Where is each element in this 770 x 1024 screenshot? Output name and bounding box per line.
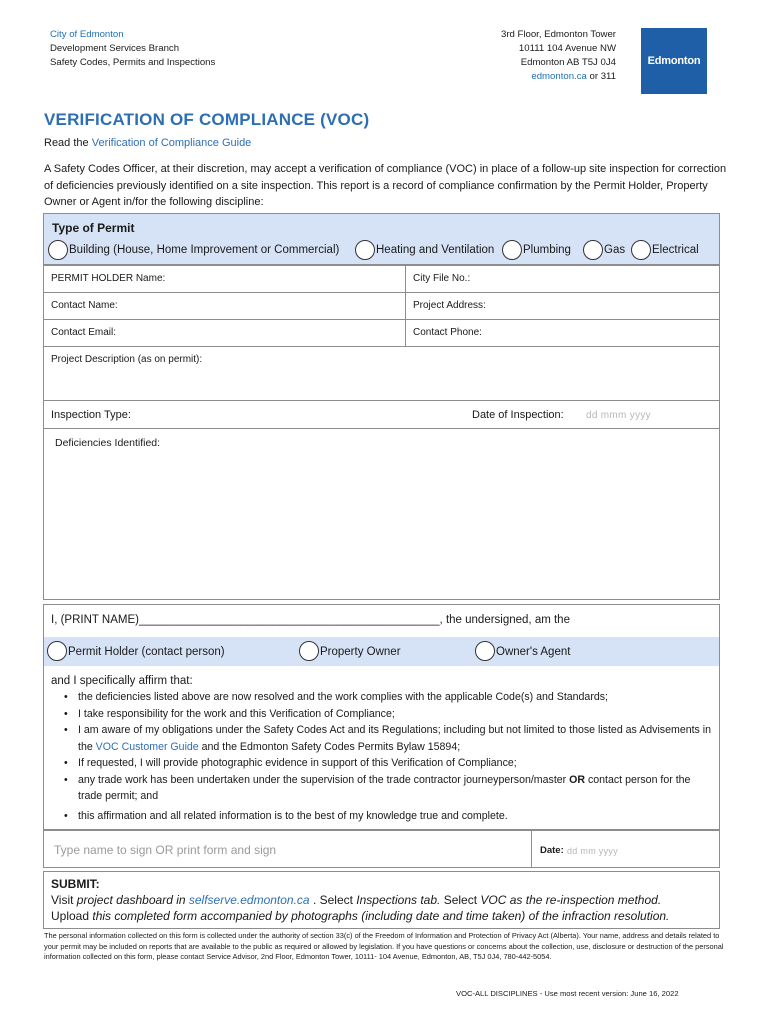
list-item: • this affirmation and all related information is to the best of my knowledge true and complete. bbox=[64, 809, 508, 822]
intro-text: A Safety Codes Officer, at their discretion, may accept a verification of compliance (VOC) in place of a follow-up site inspection for correction of deficiencies previously identified on a site inspection. This report is a record of compliance confirmation by the Permit Holder, Property Owner or Agent in/for the following discipline: bbox=[44, 163, 727, 208]
project-description-field[interactable]: Project Description (as on permit): bbox=[51, 354, 203, 365]
label-plumbing: Plumbing bbox=[523, 244, 571, 256]
affirm-text: I am aware of my obligations under the Safety Codes Act and its Regulations; including but not limited to those listed as Advisements in the bbox=[78, 724, 712, 753]
city-file-field[interactable]: City File No.: bbox=[413, 273, 471, 284]
deficiencies-field[interactable]: Deficiencies Identified: bbox=[55, 437, 161, 449]
list-item: • any trade work has been undertaken under the supervision of the trade contractor journeyperson/master OR contact person for the trade permit; and bbox=[64, 773, 691, 802]
org-name: City of Edmonton bbox=[50, 29, 124, 40]
submit-text: . Select bbox=[309, 893, 357, 907]
phone-text: or 311 bbox=[586, 71, 616, 82]
address-line-2: 10111 104 Avenue NW bbox=[518, 43, 616, 54]
affirm-text: any trade work has been undertaken under the supervision of the trade contractor journeyperson/master bbox=[78, 773, 570, 786]
privacy-notice: The personal information collected on this form is collected under the authority of section 33(c) of the Freedom of Information and Protection of Privacy Act (Alberta). Your name, address and details related to your permit may be included on reports that are available to the public as required or allowed by legislation. If you have questions or concerns about the collection, use, disclosure or destruction of the personal information collected on this form, please contact Service Advisor, 2nd Floor, Edmonton Tower, 10111- 104 Avenue, Edmonton, AB, T5J 0J4, 780-442-5054. bbox=[44, 931, 724, 962]
branch-name: Development Services Branch bbox=[50, 43, 180, 54]
affirm-bold: OR bbox=[569, 773, 586, 786]
submit-text: Visit bbox=[51, 893, 77, 907]
voc-guide-link[interactable]: Verification of Compliance Guide bbox=[91, 137, 252, 149]
radio-plumbing[interactable] bbox=[502, 240, 522, 260]
radio-property-owner[interactable] bbox=[299, 641, 319, 661]
affirm-text: and the Edmonton Safety Codes Permits Bylaw 15894; bbox=[198, 740, 461, 753]
label-electrical: Electrical bbox=[652, 244, 699, 256]
permit-type-box bbox=[43, 213, 720, 265]
submit-text: Inspections tab. bbox=[356, 893, 441, 907]
affirm-text: this affirmation and all related information is to the best of my knowledge true and complete. bbox=[78, 809, 508, 822]
permit-holder-field[interactable]: PERMIT HOLDER Name: bbox=[51, 273, 166, 284]
permit-type-title: Type of Permit bbox=[52, 221, 135, 235]
inspection-date-input[interactable]: dd mmm yyyy bbox=[586, 410, 651, 421]
divider bbox=[531, 830, 532, 868]
divider bbox=[43, 292, 720, 293]
submit-text: Select bbox=[440, 893, 481, 907]
edmonton-logo bbox=[641, 28, 707, 94]
page-title: VERIFICATION OF COMPLIANCE (VOC) bbox=[44, 110, 370, 129]
print-name-line[interactable]: I, (PRINT NAME)_______________________________________________, the undersigned, am the bbox=[51, 614, 570, 626]
voc-customer-guide-link[interactable]: VOC Customer Guide bbox=[95, 740, 199, 753]
form-version: VOC-ALL DISCIPLINES - Use most recent version: June 16, 2022 bbox=[456, 989, 679, 998]
divider bbox=[405, 265, 406, 346]
address-line-1: 3rd Floor, Edmonton Tower bbox=[500, 29, 616, 40]
submit-text: this completed form accompanied by photographs (including date and time taken) of the infraction resolution. bbox=[92, 909, 670, 923]
affirmation-list bbox=[60, 689, 715, 824]
list-item: • I am aware of my obligations under the Safety Codes Act and its Regulations; including but not limited to those listed as Advisements in the VOC Customer Guide and the Edmonton Safety Codes Permits Bylaw 15894; bbox=[64, 724, 712, 753]
contact-email-field[interactable]: Contact Email: bbox=[51, 327, 117, 338]
sign-date-input[interactable]: dd mm yyyy bbox=[567, 846, 619, 856]
radio-permit-holder[interactable] bbox=[47, 641, 67, 661]
submit-line-1 bbox=[51, 893, 661, 907]
radio-heating[interactable] bbox=[355, 240, 375, 260]
label-permit-holder: Permit Holder (contact person) bbox=[68, 646, 225, 658]
submit-text: VOC as the re-inspection method. bbox=[480, 893, 662, 907]
divider bbox=[43, 346, 720, 347]
radio-building[interactable] bbox=[48, 240, 68, 260]
header-left bbox=[50, 28, 215, 70]
affirm-text: If requested, I will provide photographic evidence in support of this Verification of Compliance; bbox=[78, 757, 517, 769]
selfserve-link[interactable]: selfserve.edmonton.ca bbox=[188, 893, 310, 907]
signature-input[interactable]: Type name to sign OR print form and sign bbox=[54, 843, 277, 857]
label-owners-agent: Owner's Agent bbox=[496, 646, 571, 658]
submit-text: Upload bbox=[51, 909, 93, 923]
radio-owners-agent[interactable] bbox=[475, 641, 495, 661]
contact-name-field[interactable]: Contact Name: bbox=[51, 300, 118, 311]
project-address-field[interactable]: Project Address: bbox=[413, 300, 486, 311]
affirm-text: the deficiencies listed above are now resolved and the work complies with the applicable Code(s) and Standards; bbox=[78, 691, 608, 703]
list-item: • the deficiencies listed above are now resolved and the work complies with the applicable Code(s) and Standards; bbox=[64, 691, 608, 703]
label-property-owner: Property Owner bbox=[320, 646, 401, 658]
label-gas: Gas bbox=[604, 244, 626, 256]
read-guide-line bbox=[44, 137, 251, 149]
affirm-text: I take responsibility for the work and this Verification of Compliance; bbox=[78, 707, 395, 720]
radio-gas[interactable] bbox=[583, 240, 603, 260]
header-address bbox=[501, 28, 616, 84]
divider bbox=[43, 319, 720, 320]
info-grid bbox=[43, 265, 720, 600]
logo-text: Edmonton bbox=[647, 55, 701, 67]
affirm-intro: and I specifically affirm that: bbox=[51, 675, 193, 687]
inspection-type-field[interactable]: Inspection Type: bbox=[51, 409, 131, 421]
divider bbox=[43, 400, 720, 401]
divider bbox=[43, 428, 720, 429]
submit-line-2 bbox=[51, 909, 669, 923]
sign-date-label: Date: bbox=[540, 845, 564, 856]
division-name: Safety Codes, Permits and Inspections bbox=[50, 57, 216, 68]
list-item: • I take responsibility for the work and this Verification of Compliance; bbox=[64, 707, 395, 720]
submit-title: SUBMIT: bbox=[51, 877, 100, 891]
submit-text: project dashboard in bbox=[76, 893, 189, 907]
read-prefix: Read the bbox=[44, 137, 89, 149]
affirm-text: contact person for the trade permit; and bbox=[78, 773, 691, 802]
radio-electrical[interactable] bbox=[631, 240, 651, 260]
inspection-date-label: Date of Inspection: bbox=[472, 409, 564, 421]
website-link[interactable]: edmonton.ca bbox=[531, 71, 587, 82]
address-line-3: Edmonton AB T5J 0J4 bbox=[520, 57, 616, 68]
label-heating: Heating and Ventilation bbox=[376, 244, 495, 256]
list-item: • If requested, I will provide photographic evidence in support of this Verification of Compliance; bbox=[64, 757, 517, 769]
contact-phone-field[interactable]: Contact Phone: bbox=[413, 327, 482, 338]
label-building: Building (House, Home Improvement or Commercial) bbox=[69, 244, 340, 256]
